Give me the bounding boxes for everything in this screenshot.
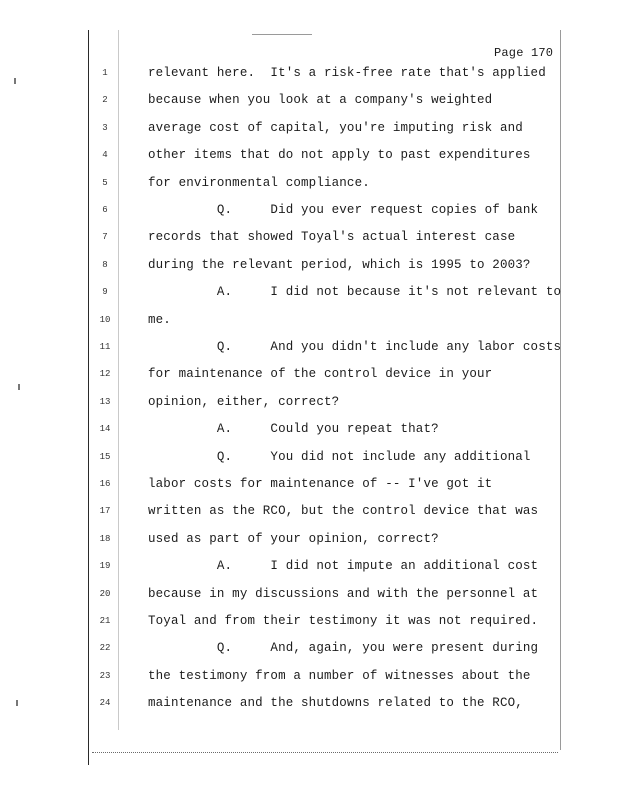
scan-speck xyxy=(14,78,16,84)
line-number: 2 xyxy=(102,95,108,105)
line-number: 12 xyxy=(99,369,111,379)
transcript-line: because when you look at a company's weighted xyxy=(148,93,493,107)
right-margin-rule xyxy=(560,30,561,750)
line-number: 11 xyxy=(99,342,111,352)
line-number: 3 xyxy=(102,123,108,133)
line-number: 24 xyxy=(99,698,111,708)
transcript-line: maintenance and the shutdowns related to the RCO, xyxy=(148,696,523,710)
line-number: 14 xyxy=(99,424,111,434)
line-number: 1 xyxy=(102,68,108,78)
transcript-line: A. Could you repeat that? xyxy=(148,422,439,436)
line-number: 15 xyxy=(99,452,111,462)
transcript-line: Q. And you didn't include any labor costs xyxy=(148,340,562,354)
line-number: 23 xyxy=(99,671,111,681)
footer-rule xyxy=(92,752,558,754)
transcript-line: A. I did not impute an additional cost xyxy=(148,559,539,573)
transcript-line: opinion, either, correct? xyxy=(148,395,340,409)
line-number: 7 xyxy=(102,232,108,242)
transcript-line: written as the RCO, but the control device that was xyxy=(148,504,539,518)
line-number: 4 xyxy=(102,150,108,160)
transcript-line: for environmental compliance. xyxy=(148,176,370,190)
line-number: 10 xyxy=(99,315,111,325)
line-number: 13 xyxy=(99,397,111,407)
line-number: 20 xyxy=(99,589,111,599)
scan-speck xyxy=(16,700,18,706)
line-number: 21 xyxy=(99,616,111,626)
line-number: 9 xyxy=(102,287,108,297)
transcript-line: average cost of capital, you're imputing risk and xyxy=(148,121,523,135)
transcript-line: Q. Did you ever request copies of bank xyxy=(148,203,539,217)
transcript-line: during the relevant period, which is 1995 to 2003? xyxy=(148,258,531,272)
transcript-line: for maintenance of the control device in your xyxy=(148,367,493,381)
line-number: 17 xyxy=(99,506,111,516)
transcript-line: used as part of your opinion, correct? xyxy=(148,532,439,546)
transcript-line: labor costs for maintenance of -- I've got it xyxy=(148,477,493,491)
transcript-line: the testimony from a number of witnesses about the xyxy=(148,669,531,683)
line-number-rule xyxy=(118,30,119,730)
page-number: Page 170 xyxy=(494,46,554,60)
transcript-line: A. I did not because it's not relevant to xyxy=(148,285,562,299)
line-number: 18 xyxy=(99,534,111,544)
line-number: 22 xyxy=(99,643,111,653)
transcript-line: because in my discussions and with the personnel at xyxy=(148,587,539,601)
line-number: 8 xyxy=(102,260,108,270)
transcript-line: records that showed Toyal's actual interest case xyxy=(148,230,516,244)
transcript-line: Q. And, again, you were present during xyxy=(148,641,539,655)
top-scan-mark xyxy=(252,34,312,35)
line-number: 16 xyxy=(99,479,111,489)
line-number: 5 xyxy=(102,178,108,188)
left-margin-rule xyxy=(88,30,89,765)
transcript-line: other items that do not apply to past expenditures xyxy=(148,148,531,162)
scan-speck xyxy=(18,384,20,390)
transcript-line: Toyal and from their testimony it was not required. xyxy=(148,614,539,628)
transcript-line: relevant here. It's a risk-free rate that's applied xyxy=(148,66,546,80)
line-number: 19 xyxy=(99,561,111,571)
transcript-line: me. xyxy=(148,313,171,327)
line-number: 6 xyxy=(102,205,108,215)
transcript-line: Q. You did not include any additional xyxy=(148,450,531,464)
